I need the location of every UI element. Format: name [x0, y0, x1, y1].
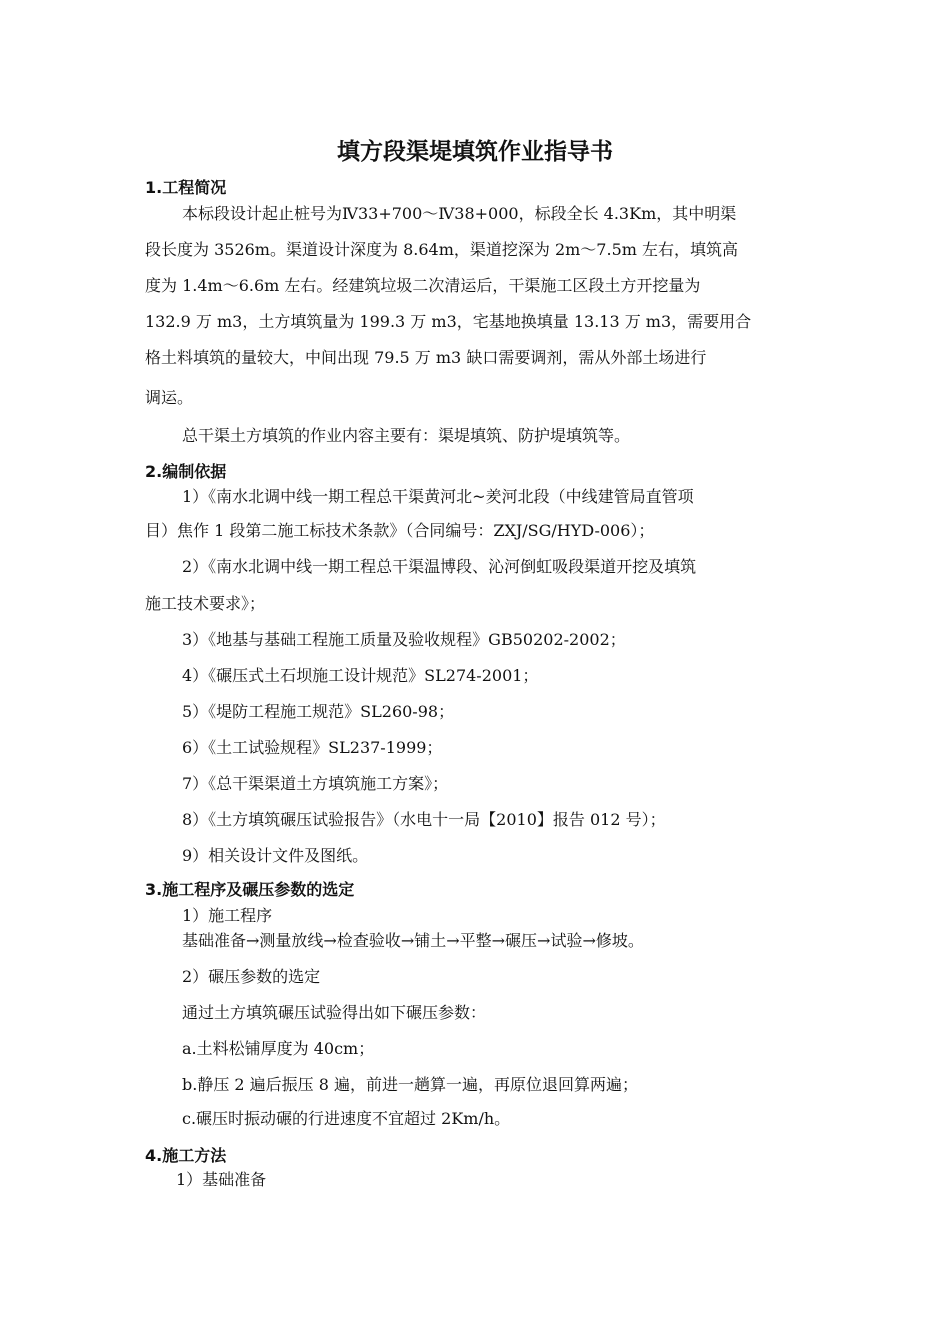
- reference-item: 9）相关设计文件及图纸。: [182, 846, 369, 865]
- paragraph-line: b.静压 2 遍后振压 8 遍，前进一趟算一遍，再原位退回算两遍；: [182, 1075, 639, 1094]
- section-heading-4: 4.施工方法: [145, 1146, 227, 1165]
- document-title: 填方段渠堤填筑作业指导书: [337, 139, 613, 165]
- reference-item: 2）《南水北调中线一期工程总干渠温博段、沁河倒虹吸段渠道开挖及填筑: [182, 557, 697, 576]
- paragraph-line: 基础准备→测量放线→检查验收→铺土→平整→碾压→试验→修坡。: [182, 931, 644, 950]
- paragraph-line: 调运。: [145, 388, 194, 407]
- reference-item: 6）《土工试验规程》SL237-1999；: [182, 738, 443, 757]
- paragraph-line: 通过土方填筑碾压试验得出如下碾压参数：: [182, 1003, 487, 1022]
- reference-item: 3）《地基与基础工程施工质量及验收规程》GB50202-2002；: [182, 630, 626, 649]
- reference-item: 5）《堤防工程施工规范》SL260-98；: [182, 702, 455, 721]
- paragraph-line: 段长度为 3526m。渠道设计深度为 8.64m，渠道挖深为 2m～7.5m 左右，填筑高: [145, 240, 739, 259]
- section-heading-3: 3.施工程序及碾压参数的选定: [145, 880, 355, 899]
- reference-item: 8）《土方填筑碾压试验报告》（水电十一局【2010】报告 012 号）；: [182, 810, 666, 829]
- reference-item: 施工技术要求》；: [145, 594, 266, 613]
- reference-item: 目）焦作 1 段第二施工标技术条款》（合同编号：ZXJ/SG/HYD-006）；: [145, 521, 655, 540]
- paragraph-line: 总干渠土方填筑的作业内容主要有：渠堤填筑、防护堤填筑等。: [182, 426, 631, 445]
- section-heading-1: 1.工程简况: [145, 178, 227, 197]
- paragraph-line: 格土料填筑的量较大，中间出现 79.5 万 m3 缺口需要调剂，需从外部土场进行: [145, 348, 707, 367]
- paragraph-line: 1）基础准备: [176, 1170, 267, 1189]
- reference-item: 7）《总干渠渠道土方填筑施工方案》；: [182, 774, 449, 793]
- paragraph-line: c.碾压时振动碾的行进速度不宜超过 2Km/h。: [182, 1109, 511, 1128]
- paragraph-line: 度为 1.4m～6.6m 左右。经建筑垃圾二次清运后，干渠施工区段土方开挖量为: [145, 276, 701, 295]
- reference-item: 4）《碾压式土石坝施工设计规范》SL274-2001；: [182, 666, 539, 685]
- paragraph-line: a.土料松铺厚度为 40cm；: [182, 1039, 375, 1058]
- paragraph-line: 2）碾压参数的选定: [182, 967, 321, 986]
- paragraph-line: 本标段设计起止桩号为Ⅳ33+700～Ⅳ38+000，标段全长 4.3Km，其中明渠: [182, 204, 737, 223]
- section-heading-2: 2.编制依据: [145, 462, 227, 481]
- reference-item: 1）《南水北调中线一期工程总干渠黄河北~羑河北段（中线建管局直管项: [182, 487, 694, 506]
- paragraph-line: 1）施工程序: [182, 906, 273, 925]
- paragraph-line: 132.9 万 m3，土方填筑量为 199.3 万 m3，宅基地换填量 13.13 万 m3，需要用合: [145, 312, 752, 331]
